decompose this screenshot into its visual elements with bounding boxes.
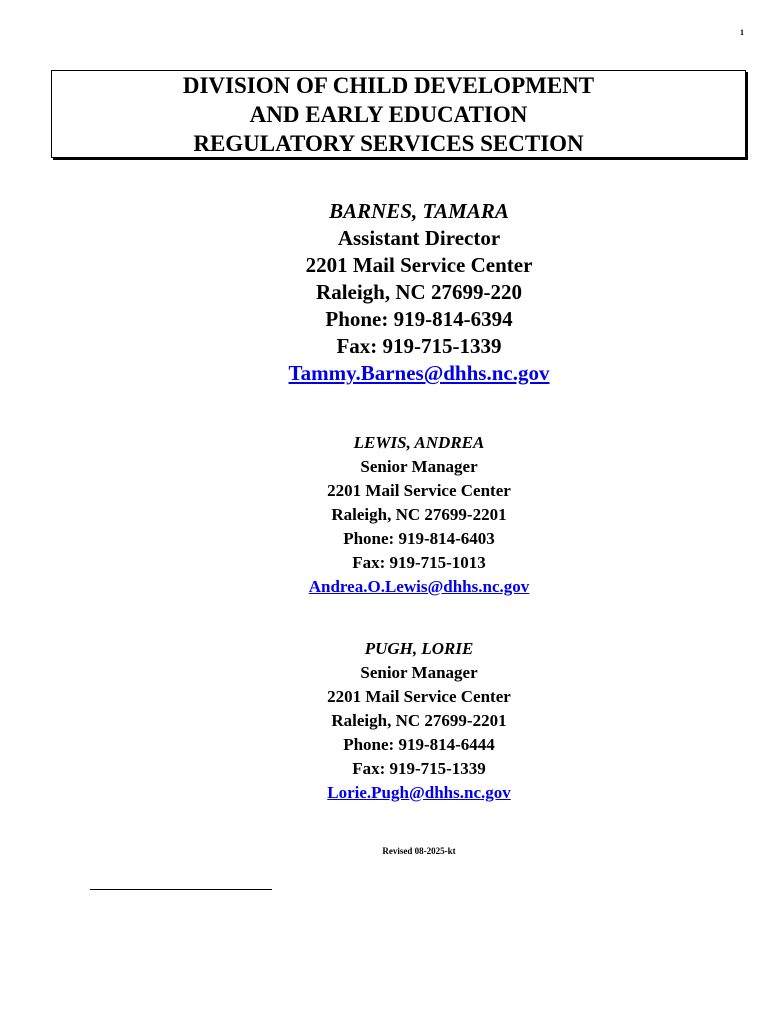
contact-address: 2201 Mail Service Center <box>327 687 511 706</box>
contact-phone: Phone: 919-814-6403 <box>343 529 495 548</box>
page-number: 1 <box>740 28 744 37</box>
contact-lewis <box>0 431 770 599</box>
contact-pugh <box>0 637 770 805</box>
contact-fax: Fax: 919-715-1339 <box>352 759 486 778</box>
contact-list <box>0 198 770 805</box>
contact-fax: Fax: 919-715-1013 <box>352 553 486 572</box>
header-title-line-3: REGULATORY SERVICES SECTION <box>193 130 584 156</box>
contact-name: BARNES, TAMARA <box>329 199 509 223</box>
contact-address: 2201 Mail Service Center <box>327 481 511 500</box>
contact-title: Assistant Director <box>337 226 501 250</box>
revision-note: Revised 08-2025-kt <box>382 846 456 856</box>
contact-email-link[interactable]: Lorie.Pugh@dhhs.nc.gov <box>327 783 511 802</box>
header-title-line-1: DIVISION OF CHILD DEVELOPMENT <box>182 72 595 98</box>
contact-email-link[interactable]: Tammy.Barnes@dhhs.nc.gov <box>288 361 550 385</box>
section-header-box <box>51 70 746 158</box>
footnote-divider <box>90 889 272 890</box>
contact-fax: Fax: 919-715-1339 <box>336 334 502 358</box>
header-title-line-2: AND EARLY EDUCATION <box>249 101 528 127</box>
contact-barnes <box>0 198 770 387</box>
contact-phone: Phone: 919-814-6444 <box>343 735 495 754</box>
contact-title: Senior Manager <box>360 663 478 682</box>
contact-title: Senior Manager <box>360 457 478 476</box>
contact-city: Raleigh, NC 27699-2201 <box>331 505 507 524</box>
contact-city: Raleigh, NC 27699-220 <box>316 280 522 304</box>
contact-name: LEWIS, ANDREA <box>353 433 485 452</box>
contact-email-link[interactable]: Andrea.O.Lewis@dhhs.nc.gov <box>308 577 530 596</box>
contact-phone: Phone: 919-814-6394 <box>325 307 513 331</box>
contact-city: Raleigh, NC 27699-2201 <box>331 711 507 730</box>
contact-address: 2201 Mail Service Center <box>305 253 533 277</box>
contact-name: PUGH, LORIE <box>364 639 474 658</box>
